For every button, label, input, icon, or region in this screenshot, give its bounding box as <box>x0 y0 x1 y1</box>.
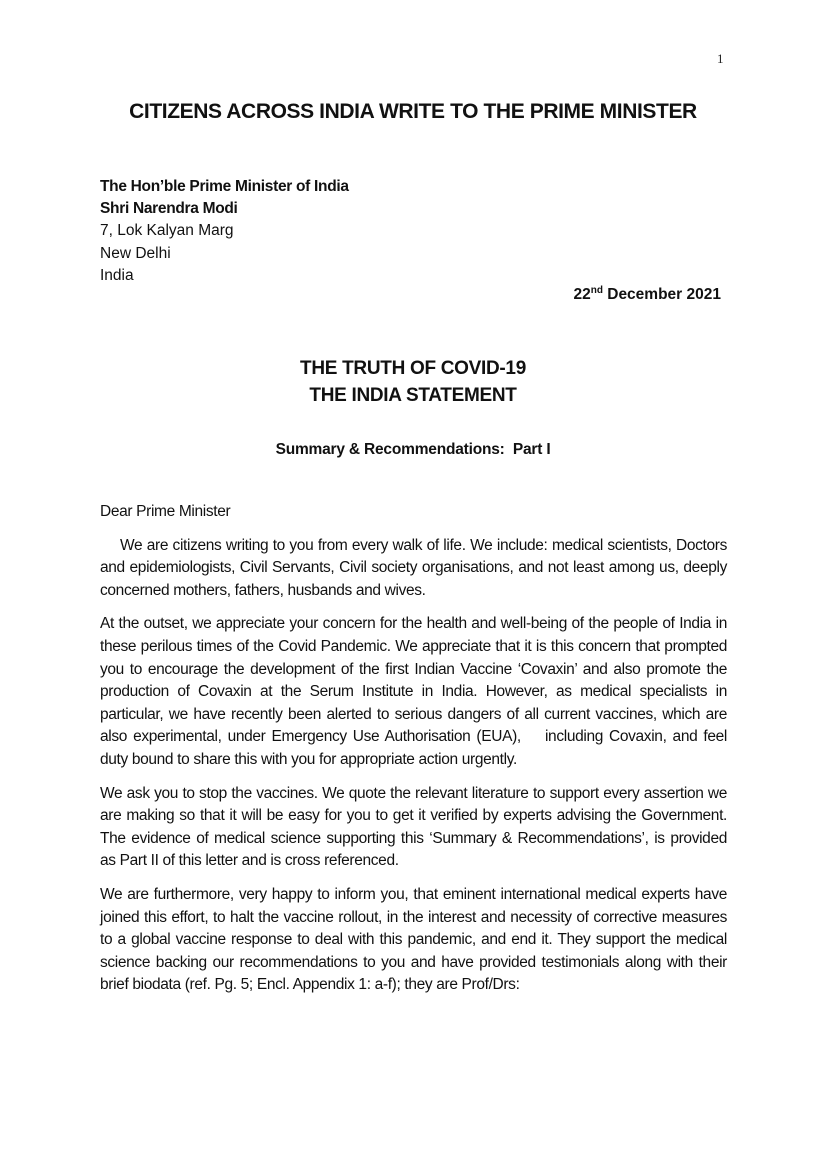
section-heading: Summary & Recommendations: Part I <box>275 441 551 458</box>
paragraph-introduction: We are citizens writing to you from every walk of life. We include: medical scientists, Doctors and epidemiologists, Civil Servants, Civil society organisations, and not least among us, deeply concerned mothers, fathers, husbands and wives. <box>100 536 731 599</box>
date-month-year: December 2021 <box>602 286 721 303</box>
statement-title <box>0 355 826 409</box>
date-suffix: nd <box>590 285 603 296</box>
salutation: Dear Prime Minister <box>100 503 231 520</box>
document-title: CITIZENS ACROSS INDIA WRITE TO THE PRIME MINISTER <box>129 100 697 123</box>
letter-date <box>573 286 721 304</box>
recipient-city: New Delhi <box>100 244 171 262</box>
recipient-country: India <box>100 266 134 284</box>
letter-body <box>100 501 731 1008</box>
statement-title-line1: THE TRUTH OF COVID-19 <box>300 358 526 379</box>
recipient-address <box>100 176 349 287</box>
paragraph-experts: We are furthermore, very happy to inform you, that eminent international medical experts have joined this effort, to halt the vaccine rollout, in the interest and necessity of corrective measures to a global vaccine response to deal with this pandemic, and end it. They support the medical science backing our recommendations to you and have provided testimonials along with their brief biodata (ref. Pg. 5; Encl. Appendix 1: a-f); they are Prof/Drs: <box>100 885 731 994</box>
paragraph-appreciation: At the outset, we appreciate your concern for the health and well-being of the people of India in these perilous times of the Covid Pandemic. We appreciate that it is this concern that prompted you to encourage the development of the first Indian Vaccine ‘Covaxin’ and also promote the production of Covaxin at the Serum Institute in India. However, as medical specialists in particular, we have recently been alerted to serious dangers of all current vaccines, which are also experimental, under Emergency Use Authorisation (EUA), including Covaxin, and feel duty bound to share this with you for appropriate action urgently. <box>100 615 731 768</box>
date-day: 22 <box>573 286 591 303</box>
recipient-title: The Hon’ble Prime Minister of India <box>100 178 349 195</box>
page-number: 1 <box>717 51 724 66</box>
statement-title-line2: THE INDIA STATEMENT <box>309 385 517 406</box>
paragraph-request: We ask you to stop the vaccines. We quote the relevant literature to support every assertion we are making so that it will be easy for you to get it verified by experts advising the Government. The evidence of medical science supporting this ‘Summary & Recommendations’, is provided as Part II of this letter and is cross referenced. <box>100 784 731 870</box>
recipient-name: Shri Narendra Modi <box>100 200 238 218</box>
recipient-street: 7, Lok Kalyan Marg <box>100 222 234 240</box>
